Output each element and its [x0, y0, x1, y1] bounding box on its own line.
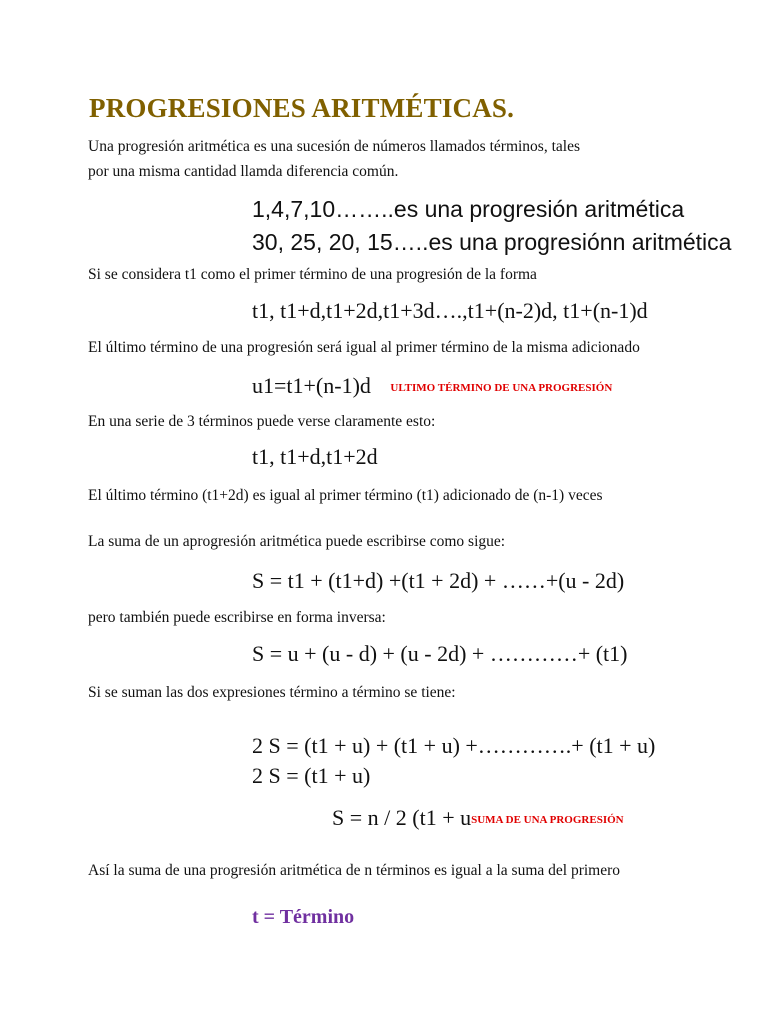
intro-line-1: Una progresión aritmética es una sucesión de números llamados términos, tales — [88, 138, 580, 155]
sum-result-formula — [332, 805, 624, 831]
sum-label: SUMA DE UNA PROGRESIÓN — [471, 813, 624, 826]
last-term-label: ULTIMO TÉRMINO DE UNA PROGRESIÓN — [390, 381, 613, 394]
conclusion-text: Así la suma de una progresión aritmética de n términos es igual a la suma del primero — [88, 862, 621, 879]
last-term-formula — [252, 373, 612, 399]
last-term-formula-text: u1=t1+(n-1)d — [252, 373, 371, 398]
sum-formula: S = t1 + (t1+d) +(t1 + 2d) + ……+(u - 2d) — [252, 568, 625, 593]
double-sum-formula-b: 2 S = (t1 + u) — [252, 763, 371, 788]
double-sum-formula-a: 2 S = (t1 + u) + (t1 + u) +………….+ (t1 + u) — [252, 733, 656, 758]
term-legend: t = Término — [252, 906, 355, 928]
sum-text: La suma de un aprogresión aritmética puede escribirse como sigue: — [88, 533, 506, 550]
explain-text: El último término (t1+2d) es igual al primer término (t1) adicionado de (n-1) veces — [88, 487, 603, 504]
intro-line-2: por una misma cantidad llamda diferencia común. — [88, 163, 399, 180]
last-term-text: El último término de una progresión será igual al primer término de la misma adicionado — [88, 339, 640, 356]
first-term-text: Si se considera t1 como el primer término de una progresión de la forma — [88, 266, 537, 283]
inverse-formula: S = u + (u - d) + (u - 2d) + …………+ (t1) — [252, 641, 628, 666]
series3-formula: t1, t1+d,t1+2d — [252, 444, 378, 469]
general-formula: t1, t1+d,t1+2d,t1+3d….,t1+(n-2)d, t1+(n-1)d — [252, 298, 648, 323]
page-title: PROGRESIONES ARITMÉTICAS. — [89, 93, 515, 123]
sum-result-formula-text: S = n / 2 (t1 + u — [332, 805, 472, 830]
example-progression-1: 1,4,7,10……..es una progresión aritmética — [252, 196, 685, 222]
example-progression-2: 30, 25, 20, 15…..es una progresiónn aritmética — [252, 229, 732, 255]
add-text: Si se suman las dos expresiones término a término se tiene: — [88, 684, 456, 701]
series3-text: En una serie de 3 términos puede verse claramente esto: — [88, 413, 436, 430]
inverse-text: pero también puede escribirse en forma inversa: — [88, 609, 386, 626]
